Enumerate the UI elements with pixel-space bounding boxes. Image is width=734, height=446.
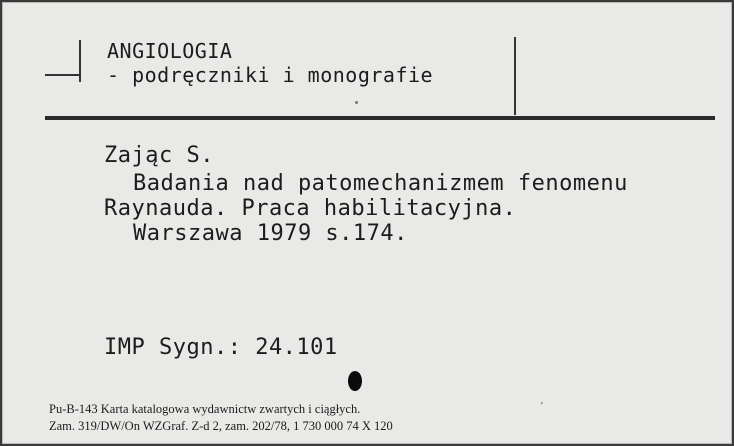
entry-title-line1: Badania nad patomechanizmem fenomenu: [133, 171, 628, 196]
heading-right-bracket: [514, 37, 516, 115]
catalog-card: [2, 2, 732, 444]
heading-rule: [45, 116, 715, 120]
heading-title: ANGIOLOGIA: [107, 39, 233, 63]
card-punch-hole: [348, 371, 362, 391]
entry-imprint: Warszawa 1979 s.174.: [133, 221, 408, 246]
heading-dash: [45, 74, 79, 76]
heading-left-bracket: [79, 40, 81, 82]
entry-title-line2: Raynauda. Praca habilitacyjna.: [104, 196, 517, 221]
ink-speck: [355, 101, 358, 104]
printer-info-line2: Zam. 319/DW/On WZGraf. Z-d 2, zam. 202/78, 1 730 000 74 X 120: [49, 419, 393, 433]
entry-author: Zając S.: [104, 143, 214, 168]
printer-info-line1: Pu-B-143 Karta katalogowa wydawnictw zwartych i ciągłych.: [49, 402, 361, 416]
heading-subtitle: - podręczniki i monografie: [107, 63, 434, 87]
call-number: IMP Sygn.: 24.101: [104, 335, 338, 360]
printer-mark: ': [541, 401, 543, 412]
